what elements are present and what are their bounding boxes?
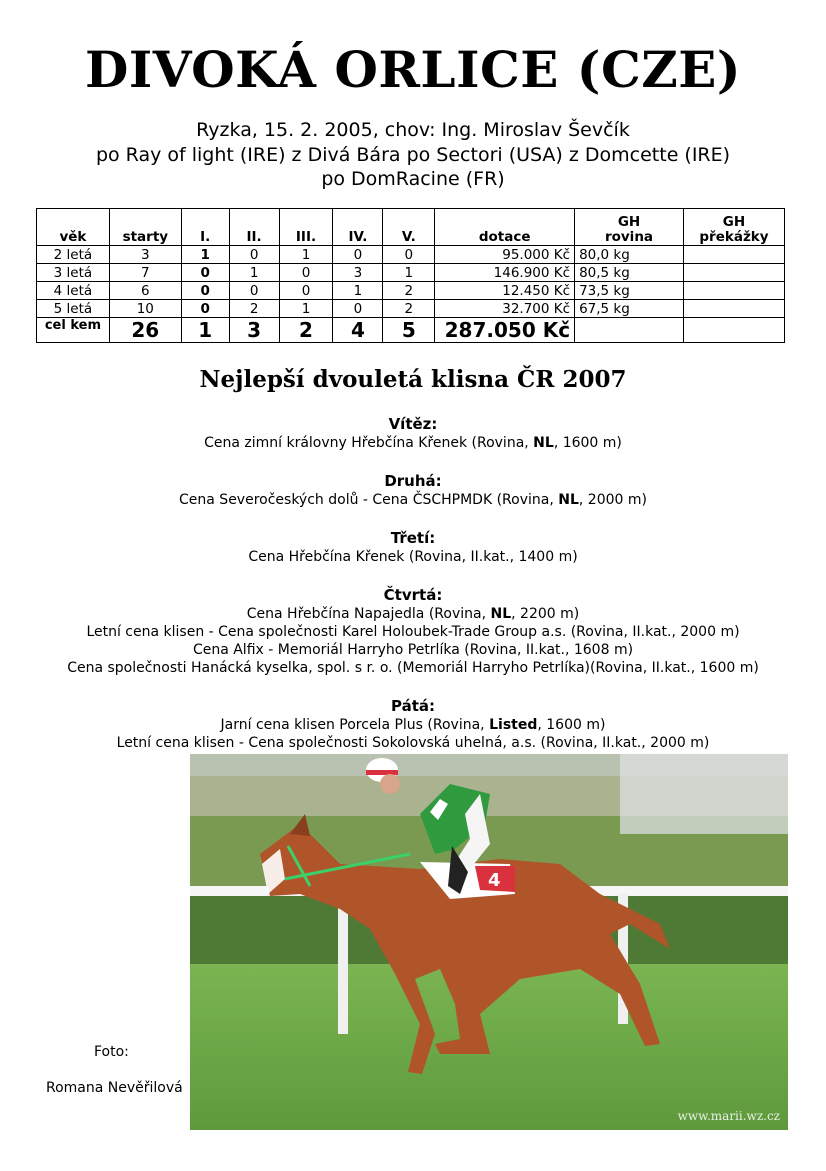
table-cell: 2 <box>383 282 435 300</box>
header-second: II. <box>229 209 279 246</box>
race-entry: Cena zimní královny Hřebčína Křenek (Rovina, NL, 1600 m) <box>204 435 622 451</box>
race-section <box>0 528 826 566</box>
table-cell: 2 <box>383 300 435 318</box>
race-photo <box>190 754 788 1130</box>
table-cell: 0 <box>333 300 383 318</box>
table-cell: 1 <box>279 300 333 318</box>
race-section-heading: Vítěz: <box>388 415 438 433</box>
header-first: I. <box>181 209 229 246</box>
table-cell: 3 letá <box>37 264 110 282</box>
horse-name-title: DIVOKÁ ORLICE (CZE) <box>84 40 742 99</box>
race-entry: Cena Hřebčína Napajedla (Rovina, NL, 2200 m) <box>246 606 580 622</box>
race-section-heading: Druhá: <box>384 472 442 490</box>
table-cell: 67,5 kg <box>575 300 684 318</box>
total-prize-money: 287.050 Kč <box>435 318 575 343</box>
table-cell <box>683 300 784 318</box>
table-cell: 1 <box>333 282 383 300</box>
header-third: III. <box>279 209 333 246</box>
subtitle-line-2: po Ray of light (IRE) z Divá Bára po Sectori (USA) z Domcette (IRE) <box>95 144 731 166</box>
race-section <box>0 471 826 509</box>
table-cell: 73,5 kg <box>575 282 684 300</box>
total-fifth: 5 <box>383 318 435 343</box>
photo-credit-author: Romana Nevěřilová <box>46 1080 183 1096</box>
table-row <box>37 300 785 318</box>
table-cell: 1 <box>181 246 229 264</box>
table-cell: 80,5 kg <box>575 264 684 282</box>
table-cell: 10 <box>109 300 181 318</box>
race-section-heading: Pátá: <box>390 697 435 715</box>
table-cell: 2 <box>229 300 279 318</box>
table-cell <box>683 246 784 264</box>
total-gh-flat <box>575 318 684 343</box>
table-cell <box>683 282 784 300</box>
table-cell: 32.700 Kč <box>435 300 575 318</box>
table-header-row <box>37 209 785 246</box>
achievement-heading: Nejlepší dvouletá klisna ČR 2007 <box>199 366 627 393</box>
race-entry: Letní cena klisen - Cena společnosti Karel Holoubek-Trade Group a.s. (Rovina, II.kat., 2000 m) <box>86 624 740 640</box>
table-cell: 0 <box>229 282 279 300</box>
table-cell: 0 <box>229 246 279 264</box>
header-fifth: V. <box>383 209 435 246</box>
race-section-heading: Třetí: <box>390 529 436 547</box>
total-starts: 26 <box>109 318 181 343</box>
table-row <box>37 246 785 264</box>
header-fourth: IV. <box>333 209 383 246</box>
race-section-heading: Čtvrtá: <box>383 586 443 604</box>
race-results <box>0 414 826 771</box>
table-cell: 0 <box>181 264 229 282</box>
table-cell: 0 <box>383 246 435 264</box>
race-entry: Cena Alfix - Memoriál Harryho Petrlíka (Rovina, II.kat., 1608 m) <box>192 642 634 658</box>
table-cell: 1 <box>383 264 435 282</box>
total-fourth: 4 <box>333 318 383 343</box>
table-cell: 5 letá <box>37 300 110 318</box>
table-cell: 0 <box>181 300 229 318</box>
table-cell: 4 letá <box>37 282 110 300</box>
table-cell: 2 letá <box>37 246 110 264</box>
total-first: 1 <box>181 318 229 343</box>
table-cell: 0 <box>181 282 229 300</box>
race-entry: Jarní cena klisen Porcela Plus (Rovina, Listed, 1600 m) <box>220 717 606 733</box>
race-entry: Letní cena klisen - Cena společnosti Sokolovská uhelná, a.s. (Rovina, II.kat., 2000 m) <box>116 735 710 751</box>
total-gh-jumps <box>683 318 784 343</box>
header-starts: starty <box>109 209 181 246</box>
race-section <box>0 414 826 452</box>
table-cell <box>683 264 784 282</box>
header-gh-jumps: GH překážky <box>683 209 784 246</box>
table-cell: 95.000 Kč <box>435 246 575 264</box>
table-cell: 1 <box>229 264 279 282</box>
saddle-number: 4 <box>488 870 501 891</box>
table-cell: 12.450 Kč <box>435 282 575 300</box>
table-row <box>37 282 785 300</box>
total-second: 3 <box>229 318 279 343</box>
horse-racing-photo <box>190 754 788 1130</box>
subtitle-line-1: Ryzka, 15. 2. 2005, chov: Ing. Miroslav Ševčík <box>196 119 630 141</box>
total-third: 2 <box>279 318 333 343</box>
table-cell: 3 <box>333 264 383 282</box>
table-row <box>37 264 785 282</box>
race-entry: Cena Hřebčína Křenek (Rovina, II.kat., 1400 m) <box>248 549 578 565</box>
subtitle-line-3: po DomRacine (FR) <box>321 168 505 190</box>
photo-credit-label: Foto: <box>94 1044 129 1060</box>
career-stats-table <box>36 208 785 343</box>
race-entry: Cena společnosti Hanácká kyselka, spol. s r. o. (Memoriál Harryho Petrlíka)(Rovina, II.kat., 1600 m) <box>67 660 759 676</box>
table-total-row <box>37 318 785 343</box>
race-section <box>0 585 826 677</box>
photo-watermark: www.marii.wz.cz <box>677 1109 780 1123</box>
header-age: věk <box>37 209 110 246</box>
table-cell: 0 <box>279 282 333 300</box>
table-cell: 0 <box>333 246 383 264</box>
table-cell: 6 <box>109 282 181 300</box>
table-cell: 3 <box>109 246 181 264</box>
race-entry: Cena Severočeských dolů - Cena ČSCHPMDK (Rovina, NL, 2000 m) <box>179 492 647 508</box>
table-cell: 0 <box>279 264 333 282</box>
header-gh-flat: GH rovina <box>575 209 684 246</box>
table-cell: 80,0 kg <box>575 246 684 264</box>
race-section <box>0 696 826 752</box>
header-prize-money: dotace <box>435 209 575 246</box>
table-cell: 1 <box>279 246 333 264</box>
table-cell: 146.900 Kč <box>435 264 575 282</box>
table-cell: 7 <box>109 264 181 282</box>
total-label: cel kem <box>37 318 110 343</box>
